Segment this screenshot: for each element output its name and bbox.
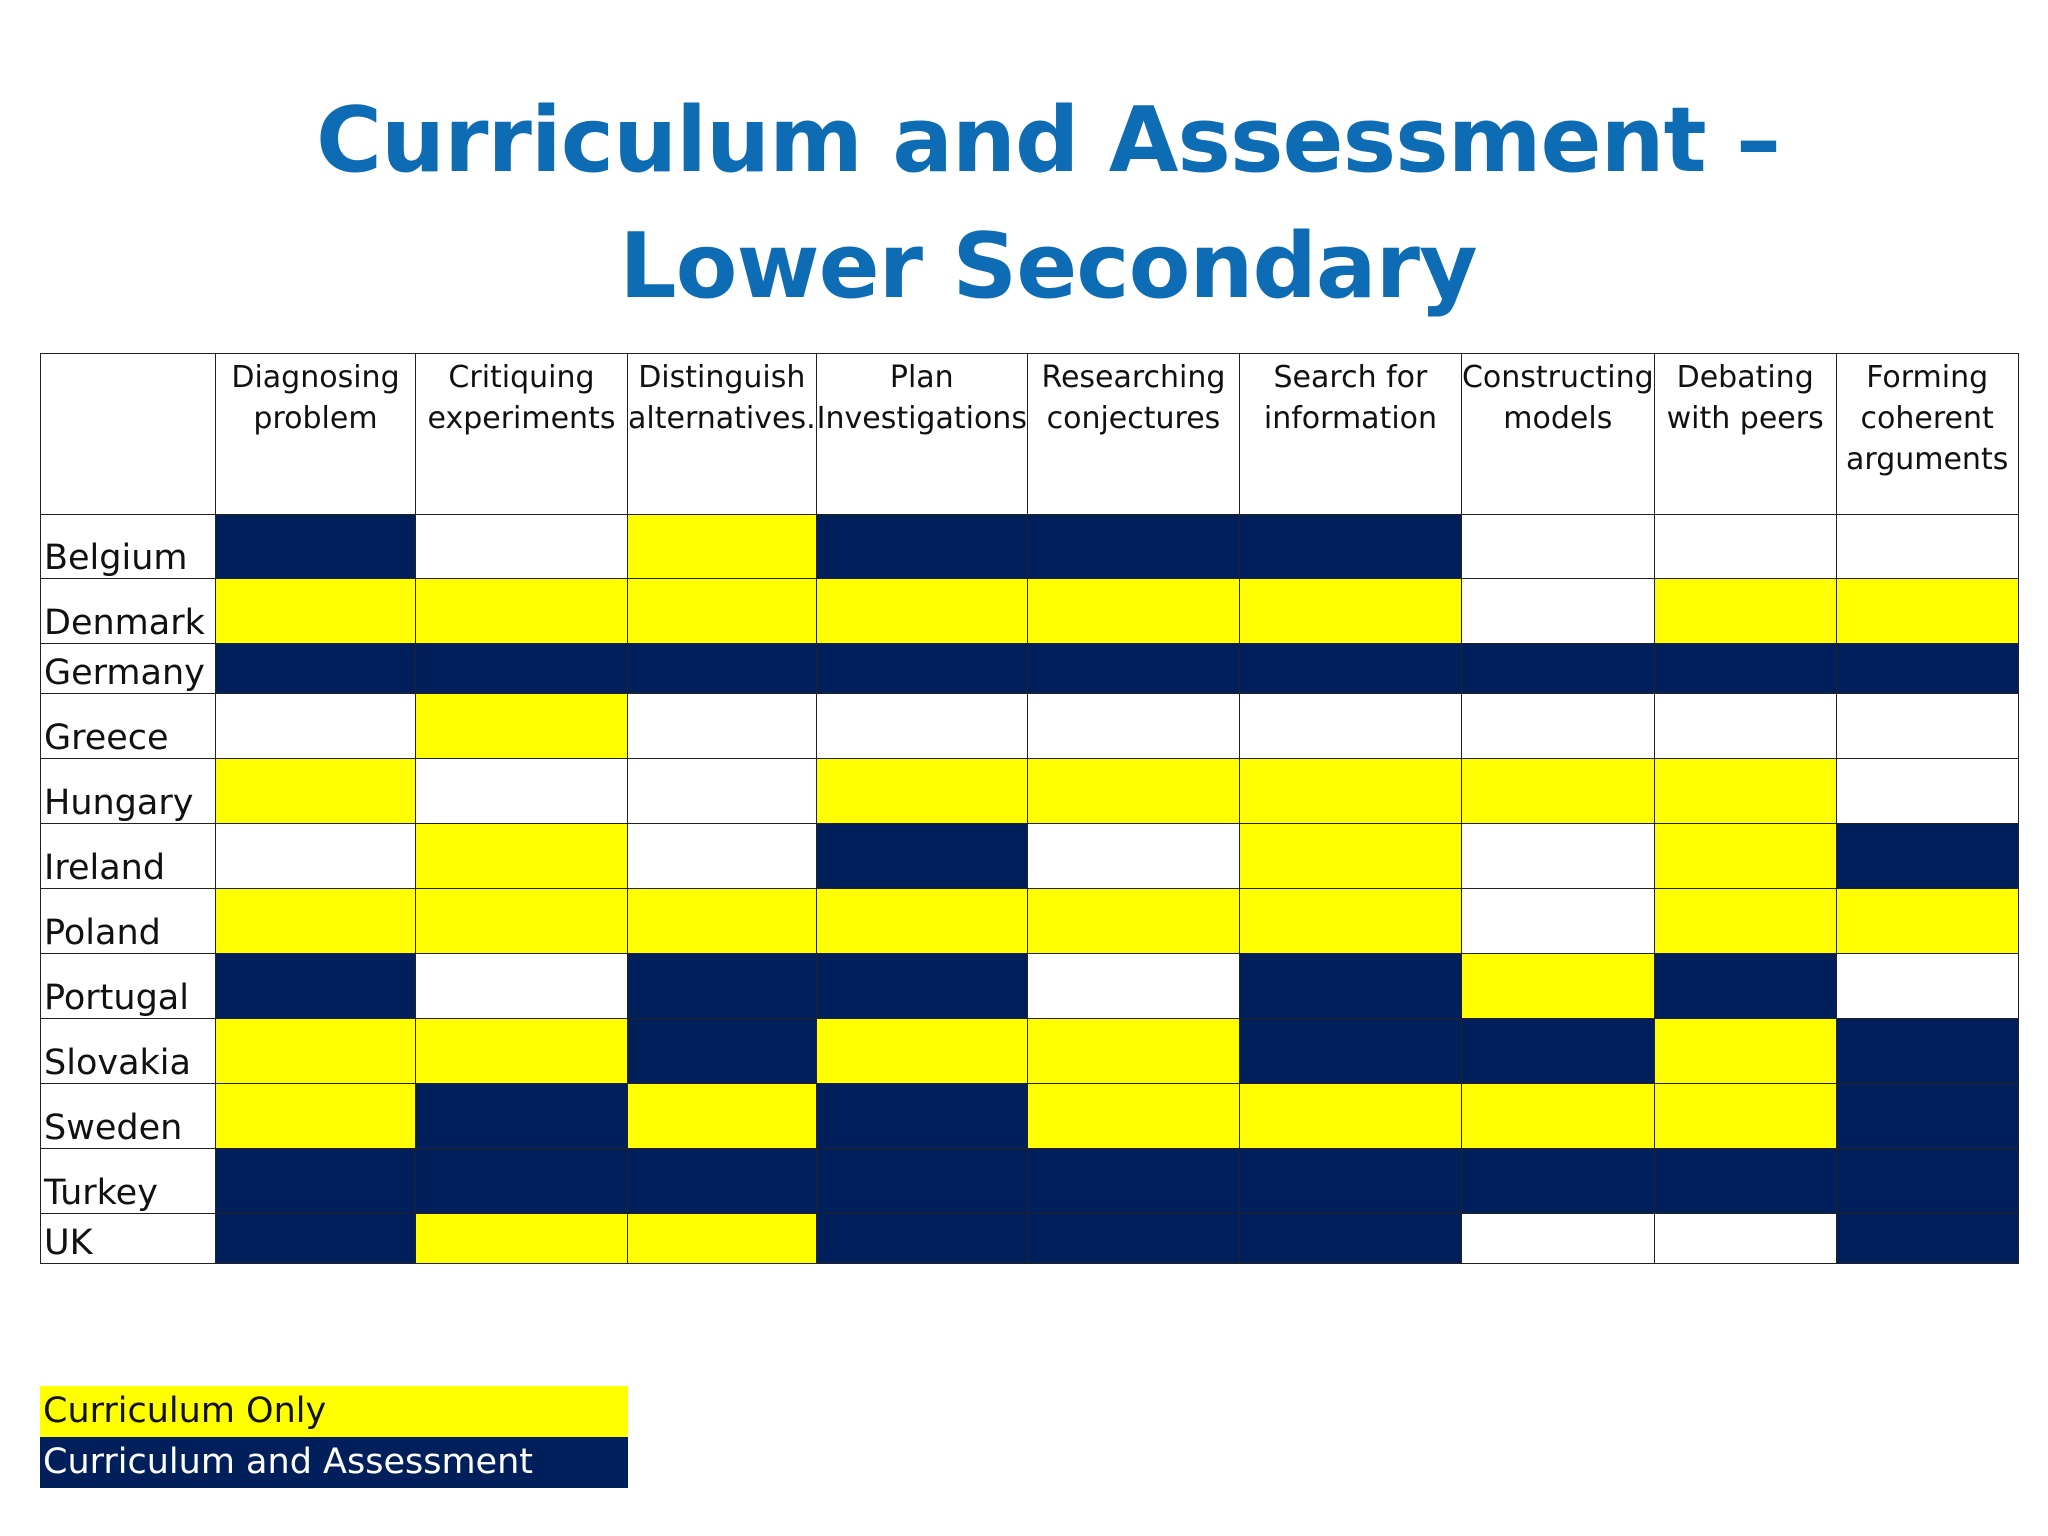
status-cell bbox=[216, 644, 416, 694]
column-header-text: problem bbox=[253, 401, 378, 436]
status-cell bbox=[1461, 1084, 1654, 1149]
status-cell bbox=[1027, 824, 1239, 889]
column-header-text: Diagnosing bbox=[231, 360, 400, 395]
status-cell bbox=[1027, 1149, 1239, 1214]
row-label: Denmark bbox=[41, 579, 216, 644]
status-cell bbox=[216, 1084, 416, 1149]
status-cell bbox=[628, 824, 817, 889]
legend-item: Curriculum Only bbox=[40, 1386, 628, 1437]
column-header bbox=[1654, 354, 1836, 515]
status-cell bbox=[1239, 694, 1461, 759]
status-cell bbox=[1836, 515, 2018, 579]
curriculum-assessment-table bbox=[40, 353, 2019, 1264]
table-row bbox=[41, 759, 2019, 824]
status-cell bbox=[1239, 824, 1461, 889]
column-header-text: Constructing bbox=[1461, 360, 1654, 395]
status-cell bbox=[216, 1019, 416, 1084]
table-row bbox=[41, 1084, 2019, 1149]
column-header-text: Plan bbox=[889, 360, 954, 395]
column-header-text: information bbox=[1263, 401, 1438, 436]
status-cell bbox=[1239, 889, 1461, 954]
status-cell bbox=[1461, 759, 1654, 824]
row-label: Ireland bbox=[41, 824, 216, 889]
status-cell bbox=[416, 579, 628, 644]
column-header-text: coherent bbox=[1860, 401, 1994, 436]
status-cell bbox=[816, 889, 1027, 954]
row-label: Poland bbox=[41, 889, 216, 954]
header-row bbox=[41, 354, 2019, 515]
table-row bbox=[41, 889, 2019, 954]
status-cell bbox=[1836, 889, 2018, 954]
row-label: Greece bbox=[41, 694, 216, 759]
column-header-text: Researching bbox=[1041, 360, 1226, 395]
column-header-text: Forming bbox=[1866, 360, 1989, 395]
status-cell bbox=[1461, 694, 1654, 759]
status-cell bbox=[628, 1084, 817, 1149]
table-row bbox=[41, 1214, 2019, 1264]
column-header-text: conjectures bbox=[1046, 401, 1221, 436]
row-label: Germany bbox=[41, 644, 216, 694]
status-cell bbox=[1654, 1214, 1836, 1264]
status-cell bbox=[628, 579, 817, 644]
status-cell bbox=[628, 644, 817, 694]
status-cell bbox=[1654, 579, 1836, 644]
row-label: Turkey bbox=[41, 1149, 216, 1214]
status-cell bbox=[416, 759, 628, 824]
column-header bbox=[1027, 354, 1239, 515]
title-line-2: Lower Secondary bbox=[619, 214, 1477, 319]
column-header-text: models bbox=[1503, 401, 1613, 436]
status-cell bbox=[628, 515, 817, 579]
legend bbox=[40, 1386, 628, 1488]
status-cell bbox=[1027, 954, 1239, 1019]
status-cell bbox=[416, 824, 628, 889]
legend-row bbox=[40, 1386, 628, 1437]
status-cell bbox=[1836, 694, 2018, 759]
table-row bbox=[41, 694, 2019, 759]
column-header-text: alternatives. bbox=[628, 401, 816, 436]
status-cell bbox=[816, 694, 1027, 759]
column-header bbox=[816, 354, 1027, 515]
legend-row bbox=[40, 1437, 628, 1488]
status-cell bbox=[216, 889, 416, 954]
status-cell bbox=[1027, 759, 1239, 824]
status-cell bbox=[216, 954, 416, 1019]
status-cell bbox=[1836, 759, 2018, 824]
row-label: Sweden bbox=[41, 1084, 216, 1149]
status-cell bbox=[1461, 954, 1654, 1019]
row-label: Slovakia bbox=[41, 1019, 216, 1084]
corner-cell bbox=[41, 354, 216, 515]
status-cell bbox=[1027, 579, 1239, 644]
status-cell bbox=[816, 954, 1027, 1019]
status-cell bbox=[416, 1214, 628, 1264]
column-header bbox=[1836, 354, 2018, 515]
status-cell bbox=[1654, 1084, 1836, 1149]
status-cell bbox=[816, 515, 1027, 579]
status-cell bbox=[216, 1149, 416, 1214]
status-cell bbox=[1239, 954, 1461, 1019]
status-cell bbox=[816, 1214, 1027, 1264]
table-row bbox=[41, 824, 2019, 889]
status-cell bbox=[1461, 1149, 1654, 1214]
table-row bbox=[41, 954, 2019, 1019]
table-row bbox=[41, 579, 2019, 644]
status-cell bbox=[1461, 1214, 1654, 1264]
status-cell bbox=[1239, 515, 1461, 579]
status-cell bbox=[216, 759, 416, 824]
status-cell bbox=[1461, 1019, 1654, 1084]
table-row bbox=[41, 515, 2019, 579]
column-header-text: with peers bbox=[1666, 401, 1824, 436]
status-cell bbox=[216, 515, 416, 579]
status-cell bbox=[1027, 1084, 1239, 1149]
status-cell bbox=[1836, 1084, 2018, 1149]
column-header-text: Investigations bbox=[816, 401, 1027, 436]
status-cell bbox=[1027, 1019, 1239, 1084]
status-cell bbox=[416, 1019, 628, 1084]
status-cell bbox=[628, 889, 817, 954]
status-cell bbox=[1654, 889, 1836, 954]
status-cell bbox=[216, 579, 416, 644]
status-cell bbox=[216, 824, 416, 889]
status-cell bbox=[1461, 644, 1654, 694]
status-cell bbox=[1239, 759, 1461, 824]
legend-item: Curriculum and Assessment bbox=[40, 1437, 628, 1488]
row-label: UK bbox=[41, 1214, 216, 1264]
status-cell bbox=[628, 1019, 817, 1084]
status-cell bbox=[1654, 1019, 1836, 1084]
status-cell bbox=[216, 1214, 416, 1264]
status-cell bbox=[1836, 1019, 2018, 1084]
column-header bbox=[216, 354, 416, 515]
status-cell bbox=[816, 824, 1027, 889]
column-header-text: Search for bbox=[1273, 360, 1428, 395]
status-cell bbox=[1461, 889, 1654, 954]
status-cell bbox=[416, 1149, 628, 1214]
status-cell bbox=[628, 954, 817, 1019]
status-cell bbox=[816, 1019, 1027, 1084]
status-cell bbox=[1654, 1149, 1836, 1214]
status-cell bbox=[816, 1084, 1027, 1149]
status-cell bbox=[1654, 759, 1836, 824]
status-cell bbox=[1239, 579, 1461, 644]
column-header-text: arguments bbox=[1846, 442, 2009, 477]
table-row bbox=[41, 1149, 2019, 1214]
status-cell bbox=[416, 954, 628, 1019]
status-cell bbox=[1239, 1214, 1461, 1264]
status-cell bbox=[1836, 954, 2018, 1019]
status-cell bbox=[1027, 889, 1239, 954]
status-cell bbox=[628, 694, 817, 759]
status-cell bbox=[416, 1084, 628, 1149]
table-row bbox=[41, 644, 2019, 694]
status-cell bbox=[1239, 1149, 1461, 1214]
column-header bbox=[1461, 354, 1654, 515]
status-cell bbox=[1239, 1084, 1461, 1149]
column-header-text: Distinguish bbox=[638, 360, 806, 395]
status-cell bbox=[1461, 824, 1654, 889]
status-cell bbox=[1654, 694, 1836, 759]
status-cell bbox=[816, 579, 1027, 644]
status-cell bbox=[1239, 644, 1461, 694]
status-cell bbox=[1836, 579, 2018, 644]
row-label: Portugal bbox=[41, 954, 216, 1019]
status-cell bbox=[416, 515, 628, 579]
status-cell bbox=[1836, 1149, 2018, 1214]
status-cell bbox=[1836, 824, 2018, 889]
status-cell bbox=[1461, 515, 1654, 579]
column-header-text: Debating bbox=[1676, 360, 1814, 395]
status-cell bbox=[628, 759, 817, 824]
row-label: Hungary bbox=[41, 759, 216, 824]
status-cell bbox=[1654, 954, 1836, 1019]
status-cell bbox=[1027, 515, 1239, 579]
page-title bbox=[0, 78, 2048, 330]
status-cell bbox=[1654, 515, 1836, 579]
status-cell bbox=[1654, 824, 1836, 889]
status-cell bbox=[1836, 1214, 2018, 1264]
status-cell bbox=[1654, 644, 1836, 694]
column-header bbox=[628, 354, 817, 515]
column-header-text: experiments bbox=[427, 401, 616, 436]
column-header bbox=[1239, 354, 1461, 515]
status-cell bbox=[416, 694, 628, 759]
status-cell bbox=[1461, 579, 1654, 644]
status-cell bbox=[816, 759, 1027, 824]
status-cell bbox=[216, 694, 416, 759]
status-cell bbox=[416, 644, 628, 694]
table-body bbox=[41, 515, 2019, 1264]
status-cell bbox=[1239, 1019, 1461, 1084]
title-line-1: Curriculum and Assessment – bbox=[316, 88, 1780, 193]
column-header-text: Critiquing bbox=[448, 360, 595, 395]
table-row bbox=[41, 1019, 2019, 1084]
status-cell bbox=[628, 1149, 817, 1214]
status-cell bbox=[628, 1214, 817, 1264]
status-cell bbox=[816, 644, 1027, 694]
status-cell bbox=[1027, 1214, 1239, 1264]
row-label: Belgium bbox=[41, 515, 216, 579]
status-cell bbox=[416, 889, 628, 954]
column-header bbox=[416, 354, 628, 515]
status-cell bbox=[1836, 644, 2018, 694]
status-cell bbox=[816, 1149, 1027, 1214]
status-cell bbox=[1027, 694, 1239, 759]
status-cell bbox=[1027, 644, 1239, 694]
